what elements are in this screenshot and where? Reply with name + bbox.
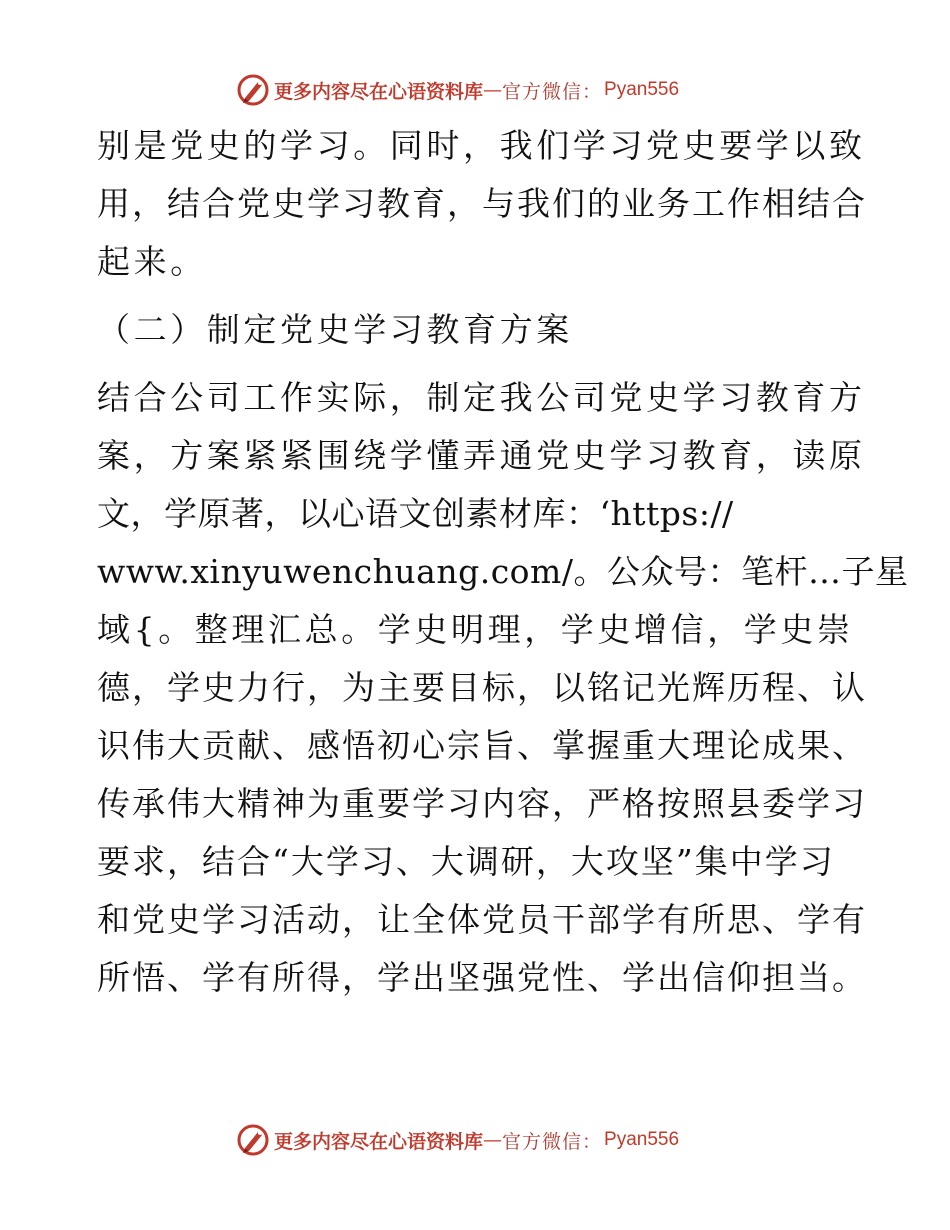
paragraph-line: 要求，结合“大学习、大调研，大攻坚”集中学习 [97,842,835,881]
banner-official-label: 官方微信： [502,80,603,103]
banner-official-label: 官方微信： [502,1130,603,1153]
paragraph-line: 识伟大贡献、感悟初心宗旨、掌握重大理论成果、 [97,726,867,765]
paragraph-line: www.xinyuwenchuang.com/。公众号：笔杆…子星 [97,552,909,591]
banner-dash: — [483,79,503,101]
paragraph-line: 所悟、学有所得，学出坚强党性、学出信仰担当。 [97,958,867,997]
section-heading: （二）制定党史学习教育方案 [97,310,573,349]
paragraph-line: 用，结合党史学习教育，与我们的业务工作相结合 [97,184,867,223]
pen-logo-icon [236,1123,270,1157]
header-banner [236,72,716,108]
paragraph-line: 传承伟大精神为重要学习内容，严格按照县委学习 [97,784,867,823]
pen-logo-icon [236,73,270,107]
paragraph-line: 德，学史力行，为主要目标，以铭记光辉历程、认 [97,668,867,707]
paragraph-line: 域{。整理汇总。学史明理，学史增信，学史崇 [97,610,854,649]
document-body [97,126,909,1016]
paragraph-line: 结合公司工作实际，制定我公司党史学习教育方 [97,378,866,417]
paragraph-line: 和党史学习活动，让全体党员干部学有所思、学有 [97,900,867,939]
banner-promo-text: 更多内容尽在心语资料库 [274,1130,484,1153]
paragraph-line: 案，方案紧紧围绕学懂弄通党史学习教育，读原 [97,436,866,475]
banner-wechat-id: Pyan556 [604,1129,680,1150]
banner-wechat-id: Pyan556 [604,79,680,100]
paragraph-line: 别是党史的学习。同时，我们学习党史要学以致 [97,126,866,165]
footer-banner [236,1122,716,1158]
paragraph-line: 起来。 [97,242,207,281]
paragraph-line: 文，学原著，以心语文创素材库：‘https:// [97,494,734,533]
banner-dash: — [483,1129,503,1151]
banner-promo-text: 更多内容尽在心语资料库 [274,80,484,103]
